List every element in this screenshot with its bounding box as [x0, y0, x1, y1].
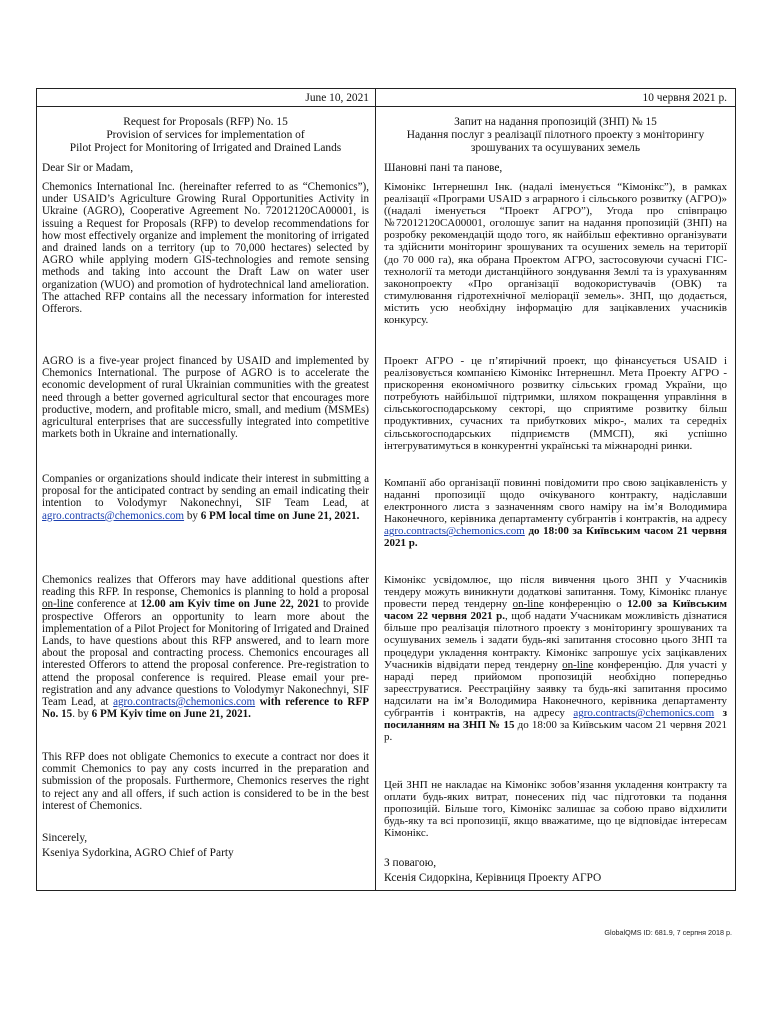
english-p4-part: . by — [72, 708, 92, 721]
ukrainian-p2-text: Проект АГРО - це п’ятирічний проект, що фінансується USAID і реалізовується компанією Кімонікс Інтернешнл. Мета Проекту АГРО - прискорення економічного розвитку сільських громад України, що потребують найбільшої підтримки, шляхом покращення управління в сільськогосподарському секторі, що сприятиме розвитку більш продуктивних, сучасних та прибуткових мікро-, малих та середніх сільськогосподарських підприємств (ММСП), які успішно інтегруватимуться в конкурентні українські та міжнародні ринки. — [384, 355, 727, 452]
english-p1-text: Chemonics International Inc. (hereinafter referred to as “Chemonics”), under USAID’s Agriculture Growing Rural Opportunities Activity in Ukraine (AGRO), Cooperative Agreement No. 72012120CA00001, is issuing a Request for Proposals (RFP) to develop recommendations for how most effectively organize and implement the monitoring of irrigated and drained lands on a territory (up to 70,000 hectares) selected by AGRO while applying modern GIS-technologies and remote sensing methods and taking into account the Draft Law on water user organization (WUO) and promotion of hydrotechnical land amelioration. The attached RFP contains all the necessary information for interested Offerors. — [42, 181, 369, 316]
english-p4-part: to provide prospective Offerors an opportunity to learn more about the implementation of a Pilot Project for Monitoring of Irrigated and Drained Lands, to have questions about this RFP answered, and to learn more about the proposal and contracting process. Chemonics encourages all interested Offerors to attend the proposal conference. Pre-registration to attend the proposal conference is required. Please email your pre-registration and any advance questions to Volodymyr Nakonechnyi, SIF Team Lead, at — [42, 598, 369, 709]
ukrainian-paragraph-5 — [384, 779, 727, 839]
email-link[interactable]: agro.contracts@chemonics.com — [573, 707, 715, 720]
ukrainian-p4-part: , щоб надати Учасникам можливість дізнатися більше про реалізація пілотного проекту з моніторингу зрошуваних та осушуваних земель і задати будь-які запитання стосовно цього ЗНП та процедури укладення контракту. Кімонікс запрошує усіх зацікавлених Учасників відвідати перед тендерну — [384, 610, 727, 671]
ukrainian-p4-part: Кімонікс усвідомлює, що після вивчення цього ЗНП у Учасників тендеру можуть виникнути додаткові запитання. Тому, Кімонікс планує провести перед тендерну — [384, 574, 727, 611]
english-p4-conference-time: 12.00 am Kyiv time on June 22, 2021 — [140, 598, 320, 611]
ukrainian-title-line: Надання послуг з реалізації пілотного проекту з моніторингу — [406, 129, 705, 141]
ukrainian-p4-part: конференцію. Для участі у нараді перед прийомом пропозицій необхідно попередньо зареєструватися. Реєстраційну заявку та будь-які запитання просимо надсилати на ім’я Володимира Наконечного, керівника департаменту субгрантів і контрактів, на адресу — [384, 658, 728, 720]
ukrainian-p4-conference-time: 12.00 за Київським часом 22 червня 2021 р. — [384, 598, 727, 623]
ukrainian-p4-online: on-line — [512, 598, 544, 611]
ukrainian-p5-text: Цей ЗНП не накладає на Кімонікс зобов’язання укладення контракту та оплати будь-яких витрат, понесених під час підготовки та подання пропозицій. Більше того, Кімонікс залишає за собою право відхилити будь-яку та всі пропозиції, якщо вважатиме, що це відповідає інтересам Кімонікс. — [384, 779, 727, 840]
english-paragraph-3 — [42, 473, 369, 522]
english-paragraph-2 — [42, 355, 369, 440]
ukrainian-p3-part: Компанії або організації повинні повідомити про свою зацікавленість у наданні пропозиції щодо очікуваного контракту, надіславши електронного листа з зазначенням свого наміру на ім’я Володимира Наконечного, керівника департаменту субгрантів і контрактів, на адресу — [384, 477, 727, 526]
english-title-line: Pilot Project for Monitoring of Irrigated and Drained Lands — [69, 142, 342, 154]
english-closing-block — [42, 832, 369, 860]
ukrainian-p3-text — [384, 477, 727, 550]
email-link[interactable]: agro.contracts@chemonics.com — [384, 525, 525, 538]
english-p4-part: conference at — [73, 598, 141, 611]
ukrainian-p3-deadline: до 18:00 за Київським часом 21 червня 2021 р. — [384, 525, 727, 550]
document-footer-id: GlobalQMS ID: 681.9, 7 серпня 2018 р. — [604, 928, 732, 937]
english-p2-text: AGRO is a five-year project financed by USAID and implemented by Chemonics International. The purpose of AGRO is to accelerate the economic development of rural Ukrainian communities with the greatest need through a better governed agricultural sector that encourages more productive, modern, and profitable micro, small, and medium (MSMEs) agricultural enterprises that are successfully integrated into competitive markets both in Ukraine and internationally. — [42, 355, 369, 441]
english-p4-online: on-line — [42, 598, 74, 611]
english-p3-part: Companies or organizations should indicate their interest in submitting a proposal for the anticipated contract by sending an email indicating their intention to Volodymyr Nakonechnyi, SIF Team Lead, at — [42, 473, 369, 510]
english-p4-part: Chemonics realizes that Offerors may have additional questions after reading this RFP. In response, Chemonics is planning to hold a proposal — [42, 574, 369, 599]
ukrainian-closing-block — [384, 857, 727, 885]
english-title-line: Request for Proposals (RFP) No. 15 — [123, 116, 288, 128]
english-paragraph-5 — [42, 751, 369, 812]
ukrainian-greeting: Шановні пані та панове, — [384, 162, 503, 174]
email-link[interactable]: agro.contracts@chemonics.com — [113, 696, 256, 709]
english-date: June 10, 2021 — [305, 92, 369, 104]
english-p5-text: This RFP does not obligate Chemonics to execute a contract nor does it commit Chemonics to pay any costs incurred in the preparation and submission of the proposals. Furthermore, Chemonics reserves the right to reject any and all offers, if such action is considered to be in the best interest of Chemonics. — [42, 751, 369, 812]
english-p3-part: by — [184, 509, 201, 522]
english-p4-reference: with reference to RFP No. 15 — [42, 696, 369, 721]
ukrainian-paragraph-4 — [384, 574, 727, 743]
english-p3-deadline: 6 PM local time on June 21, 2021. — [200, 509, 360, 522]
ukrainian-paragraph-1 — [384, 181, 727, 326]
ukrainian-paragraph-2 — [384, 355, 727, 452]
english-paragraph-1 — [42, 181, 369, 315]
ukrainian-signature: Ксенія Сидоркіна, Керівниця Проекту АГРО — [384, 872, 602, 884]
ukrainian-p4-online: on-line — [562, 658, 594, 671]
email-link[interactable]: agro.contracts@chemonics.com — [42, 509, 185, 522]
ukrainian-p1-text: Кімонікс Інтернешнл Інк. (надалі іменується “Кімонікс”), в рамках реалізації «Програми USAID з аграрного і сільського розвитку (АГРО)» ((надалі іменується “Проект АГРО”), Угода про співпрацю №72012120CA00001, оголошує запит на надання пропозицій (ЗНП) на розробку рекомендацій щодо того, як найбільш ефективно організувати та здійснити моніторинг зрошуваних та осушених земель на території (до 70 000 га), яка обрана Проектом АГРО, застосовуючи сучасні ГІС-технології та методи дистанційного зондування Землі та із урахуванням законопроекту «Про організації водокористувачів (ОВК) та стимулювання гідротехнічної меліорації земель». ЗНП, що додається, містить усю необхідну інформацію для зацікавлених учасників конкурсу. — [384, 181, 727, 327]
ukrainian-column — [375, 89, 735, 890]
ukrainian-title-line: Запит на надання пропозицій (ЗНП) № 15 — [454, 116, 657, 128]
ukrainian-title — [384, 116, 727, 155]
english-paragraph-4 — [42, 574, 369, 720]
ukrainian-p4-part: конференцію о — [543, 598, 628, 611]
ukrainian-title-line: зрошуваних та осушуваних земель — [470, 142, 641, 154]
english-title-line: Provision of services for implementation of — [106, 129, 305, 141]
ukrainian-date: 10 червня 2021 р. — [642, 92, 727, 104]
ukrainian-closing: З повагою, — [384, 857, 437, 869]
english-p4-deadline: 6 PM Kyiv time on June 21, 2021. — [91, 708, 251, 721]
ukrainian-p4-part: до 18:00 за Київським часом 21 червня 2021 р. — [384, 719, 727, 744]
document-table — [36, 88, 736, 891]
english-p3-text — [42, 473, 369, 522]
english-closing: Sincerely, — [42, 832, 88, 844]
english-title — [42, 116, 369, 155]
ukrainian-p4-reference: з посиланням на ЗНП № 15 — [384, 707, 728, 732]
english-column — [37, 89, 375, 890]
ukrainian-paragraph-3 — [384, 477, 727, 550]
english-signature: Kseniya Sydorkina, AGRO Chief of Party — [42, 847, 234, 859]
ukrainian-p4-text — [384, 574, 727, 743]
english-greeting: Dear Sir or Madam, — [42, 162, 134, 174]
english-p4-text — [42, 574, 369, 720]
